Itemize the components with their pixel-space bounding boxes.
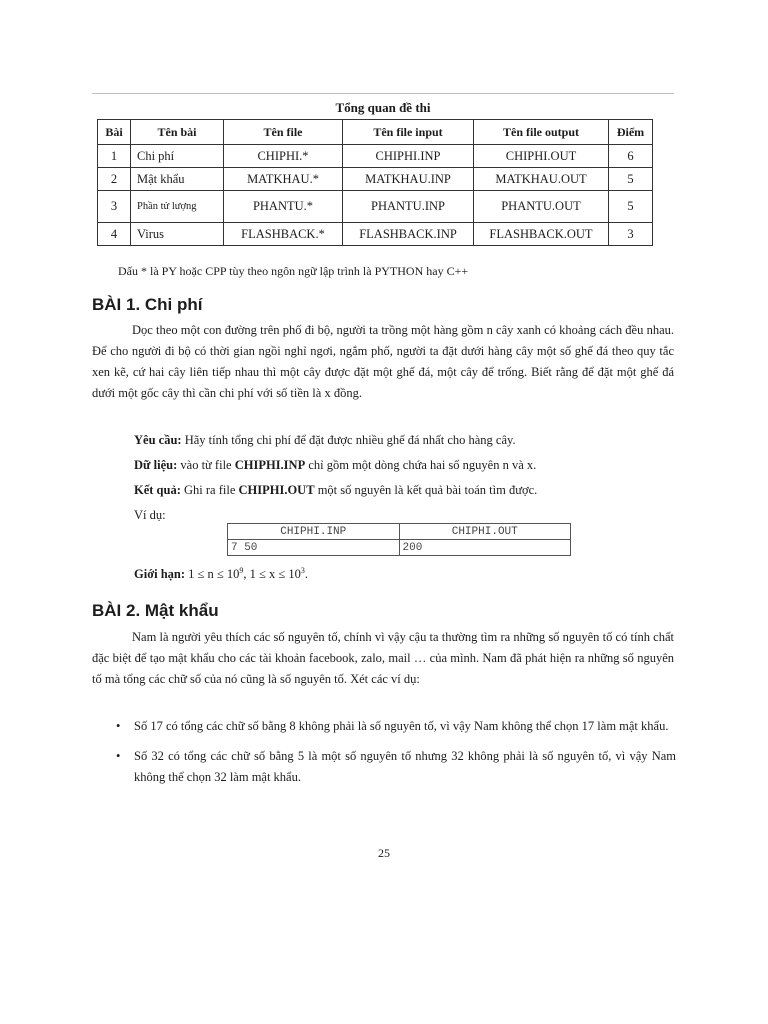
input-text-pre: vào từ file [180, 458, 232, 472]
table-row [98, 191, 653, 223]
column-header: Tên bài [131, 120, 224, 145]
limit-n-exponent: 9 [239, 566, 244, 575]
bai1-intro: Dọc theo một con đường trên phố đi bộ, người ta trồng một hàng gồm n cây xanh có khoảng cách đều nhau. Để cho người đi bộ có thời gian ngồi nghỉ ngơi, ngắm phố, người ta đặt dưới hàng cây một số ghế đá theo quy tắc xen kẽ, cứ hai cây liên tiếp nhau thì một cây được đặt một ghế đá, một cây để trống. Biết rằng để đặt một ghế đá dưới một gốc cây thì cần chi phí với số tiền là x đồng. [92, 323, 674, 400]
output-text-pre: Ghi ra file [184, 483, 236, 497]
section-title-bai2: BÀI 2. Mật khẩu [92, 601, 219, 620]
table-cell: FLASHBACK.INP [343, 223, 474, 246]
table-cell: 2 [98, 168, 131, 191]
output-label: Kết quả: [134, 483, 181, 497]
input-label: Dữ liệu: [134, 458, 178, 472]
section-title-bai1: BÀI 1. Chi phí [92, 295, 203, 314]
column-header: Tên file input [343, 120, 474, 145]
list-item-text: Số 32 có tổng các chữ số bằng 5 là một số nguyên tố nhưng 32 không phải là số nguyên tố, vì vậy Nam không thể chọn 32 làm mật khẩu. [134, 749, 676, 784]
header-rule [92, 93, 674, 94]
bai1-input-spec [134, 458, 536, 473]
bullet-icon: • [116, 719, 121, 733]
column-header: Tên file output [474, 120, 609, 145]
output-file: CHIPHI.OUT [238, 483, 315, 497]
table-row [98, 223, 653, 246]
column-header: Điểm [609, 120, 653, 145]
table-cell: 5 [609, 191, 653, 223]
example-output-value: 200 [399, 540, 571, 556]
column-header: Tên file [224, 120, 343, 145]
bullet-icon: • [116, 749, 121, 763]
table-header-row [98, 120, 653, 145]
list-item [114, 746, 676, 788]
table-cell: MATKHAU.INP [343, 168, 474, 191]
table-row [98, 145, 653, 168]
table-cell: 1 [98, 145, 131, 168]
output-text-post: một số nguyên là kết quả bài toán tìm được. [317, 483, 538, 497]
requirement-text: Hãy tính tổng chi phí để đặt được nhiều ghế đá nhất cho hàng cây. [184, 433, 516, 447]
table-note: Dấu * là PY hoặc CPP tùy theo ngôn ngữ lập trình là PYTHON hay C++ [118, 264, 469, 278]
example-input-header: CHIPHI.INP [228, 524, 400, 540]
list-item-text: Số 17 có tổng các chữ số bằng 8 không phải là số nguyên tố, vì vậy Nam không thể chọn 17 làm mật khẩu. [134, 719, 669, 733]
table-cell: 3 [609, 223, 653, 246]
table-cell: CHIPHI.OUT [474, 145, 609, 168]
example-input-value: 7 50 [228, 540, 400, 556]
bai2-examples-list [114, 716, 676, 797]
table-cell: PHANTU.* [224, 191, 343, 223]
table-cell: MATKHAU.* [224, 168, 343, 191]
limits-label: Giới hạn: [134, 567, 186, 582]
table-cell: 6 [609, 145, 653, 168]
table-cell: 3 [98, 191, 131, 223]
example-table [227, 523, 571, 556]
bai1-limits [134, 566, 308, 582]
column-header: Bài [98, 120, 131, 145]
limit-x-exponent: 3 [300, 566, 305, 575]
overview-table [97, 119, 653, 246]
table-cell: FLASHBACK.OUT [474, 223, 609, 246]
table-cell: PHANTU.INP [343, 191, 474, 223]
example-header-row [228, 524, 571, 540]
bai1-requirement [134, 433, 516, 448]
table-cell: 5 [609, 168, 653, 191]
page-number: 25 [378, 846, 390, 860]
table-cell: Chi phí [131, 145, 224, 168]
bai1-output-spec [134, 483, 537, 498]
table-cell: 4 [98, 223, 131, 246]
example-output-header: CHIPHI.OUT [399, 524, 571, 540]
cell-text: Phần tử lượng [137, 200, 197, 212]
requirement-label: Yêu cầu: [134, 433, 182, 447]
limit-n: 1 ≤ n ≤ 10 [188, 567, 240, 582]
table-cell: Virus [131, 223, 224, 246]
example-label: Ví dụ: [134, 508, 166, 522]
input-file: CHIPHI.INP [234, 458, 306, 472]
table-cell: MATKHAU.OUT [474, 168, 609, 191]
limit-end: . [304, 567, 309, 582]
table-cell: PHANTU.OUT [474, 191, 609, 223]
table-caption: Tổng quan đề thi [335, 100, 431, 115]
table-cell: CHIPHI.INP [343, 145, 474, 168]
table-row [98, 168, 653, 191]
table-cell: CHIPHI.* [224, 145, 343, 168]
limit-x: , 1 ≤ x ≤ 10 [243, 567, 301, 582]
list-item [114, 716, 676, 737]
table-cell [131, 191, 224, 223]
input-text-post: chỉ gồm một dòng chứa hai số nguyên n và x. [308, 458, 537, 472]
table-cell: FLASHBACK.* [224, 223, 343, 246]
table-cell: Mật khẩu [131, 168, 224, 191]
example-value-row [228, 540, 571, 556]
bai2-intro: Nam là người yêu thích các số nguyên tố, chính vì vậy cậu ta thường tìm ra những số nguyên tố có tính chất đặc biệt để tạo mật khẩu cho các tài khoản facebook, zalo, mail … của mình. Nam đã phát hiện ra những số nguyên tố mà tổng các chữ số của nó cũng là số nguyên tố. Xét các ví dụ: [92, 630, 674, 686]
